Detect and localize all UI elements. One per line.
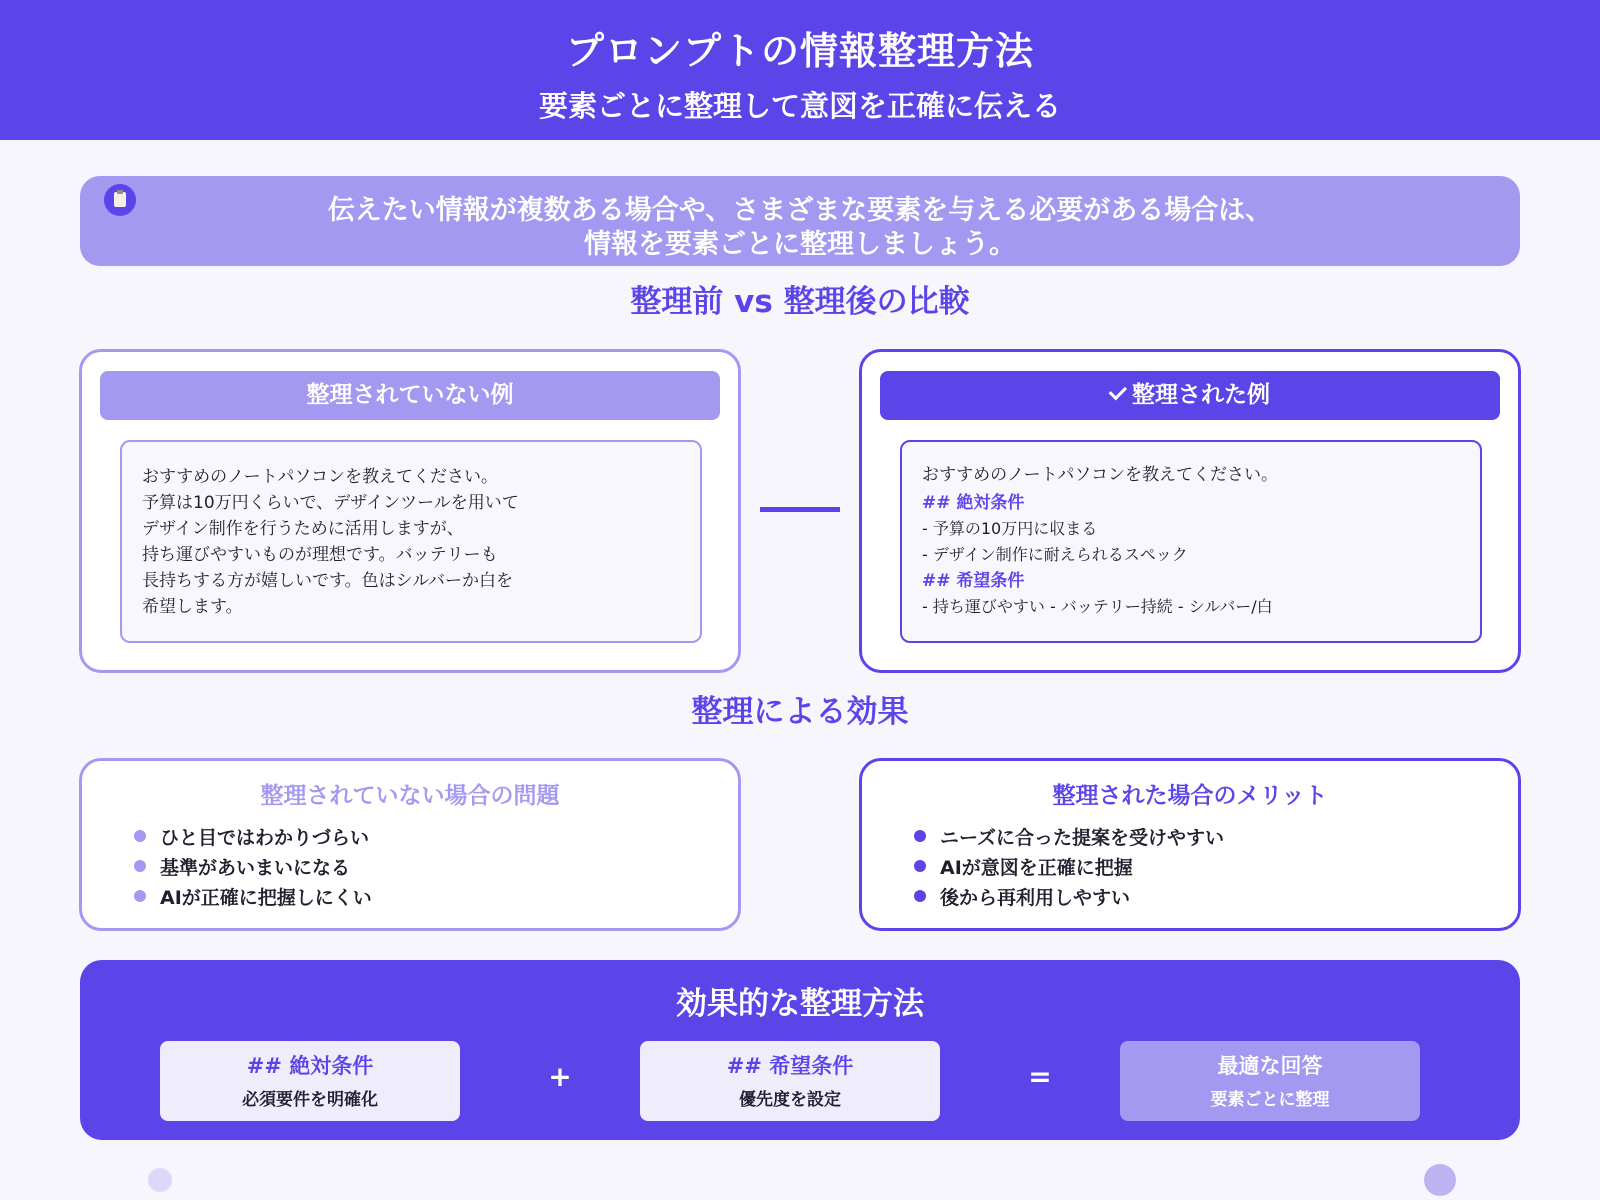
problem-item-text: 基準があいまいになる <box>160 857 351 879</box>
required-heading: ## 絶対条件 <box>922 493 1025 513</box>
organized-example-text <box>900 440 1482 643</box>
method-card-sub: 優先度を設定 <box>739 1090 841 1110</box>
problems-title: 整理されていない場合の問題 <box>260 783 560 809</box>
plus-operator: + <box>548 1060 572 1093</box>
page-subtitle: 要素ごとに整理して意図を正確に伝える <box>538 89 1061 123</box>
merit-item-text: AIが意図を正確に把握 <box>940 857 1133 879</box>
header-banner <box>0 0 1600 140</box>
effects-heading: 整理による効果 <box>691 694 909 730</box>
decorative-circle <box>148 1168 172 1192</box>
method-panel <box>80 960 1520 1140</box>
list-item <box>914 853 1224 883</box>
example-line: おすすめのノートパソコンを教えてください。 <box>142 467 498 487</box>
comparison-connector <box>760 507 840 512</box>
check-icon <box>1109 382 1127 400</box>
bullet-dot-icon <box>914 830 926 842</box>
comparison-heading: 整理前 vs 整理後の比較 <box>630 284 970 320</box>
intro-line-2: 情報を要素ごとに整理しましょう。 <box>584 229 1016 260</box>
equals-operator: = <box>1028 1060 1052 1093</box>
problem-item-text: AIが正確に把握しにくい <box>160 887 372 909</box>
merits-box <box>859 758 1521 931</box>
preferred-line: - 持ち運びやすい - バッテリー持続 - シルバー/白 <box>922 597 1273 616</box>
organized-example-label: 整理された例 <box>1132 382 1270 408</box>
bullet-dot-icon <box>134 830 146 842</box>
merits-list <box>914 823 1224 913</box>
example-line: デザイン制作を行うために活用しますが、 <box>142 519 464 539</box>
list-item <box>134 883 372 913</box>
unorganized-example-box <box>79 349 741 673</box>
example-line: 予算は10万円くらいで、デザインツールを用いて <box>142 493 519 513</box>
unorganized-example-text <box>120 440 702 643</box>
intro-banner <box>80 176 1520 266</box>
list-item <box>134 823 372 853</box>
preferred-heading: ## 希望条件 <box>922 571 1025 591</box>
page-title: プロンプトの情報整理方法 <box>565 29 1034 73</box>
merit-item-text: ニーズに合った提案を受けやすい <box>940 827 1225 849</box>
problems-list <box>134 823 372 913</box>
method-card-heading: ## 絶対条件 <box>246 1054 374 1078</box>
list-item <box>914 823 1224 853</box>
organized-example-box <box>859 349 1521 673</box>
example-line: 希望します。 <box>142 597 243 617</box>
problem-item-text: ひと目ではわかりづらい <box>160 827 370 849</box>
bullet-dot-icon <box>134 860 146 872</box>
bullet-dot-icon <box>914 890 926 902</box>
list-item <box>914 883 1224 913</box>
unorganized-example-label: 整理されていない例 <box>100 371 720 420</box>
list-item <box>134 853 372 883</box>
method-card-required <box>160 1041 460 1121</box>
method-card-sub: 必須要件を明確化 <box>242 1090 378 1110</box>
required-item: - デザイン制作に耐えられるスペック <box>922 545 1188 564</box>
method-title: 効果的な整理方法 <box>676 986 924 1022</box>
method-card-sub: 要素ごとに整理 <box>1210 1090 1330 1110</box>
bullet-dot-icon <box>914 860 926 872</box>
method-card-result <box>1120 1041 1420 1121</box>
method-card-preferred <box>640 1041 940 1121</box>
organized-intro-line: おすすめのノートパソコンを教えてください。 <box>922 465 1278 485</box>
method-card-heading: ## 希望条件 <box>726 1054 854 1078</box>
decorative-circle <box>1424 1164 1456 1196</box>
merits-title: 整理された場合のメリット <box>1052 783 1328 809</box>
organized-example-header <box>880 371 1500 420</box>
bullet-dot-icon <box>134 890 146 902</box>
method-card-heading: 最適な回答 <box>1217 1054 1323 1078</box>
problems-box <box>79 758 741 931</box>
required-item: - 予算の10万円に収まる <box>922 519 1098 538</box>
example-line: 長持ちする方が嬉しいです。色はシルバーか白を <box>142 571 514 591</box>
intro-line-1: 伝えたい情報が複数ある場合や、さまざまな要素を与える必要がある場合は、 <box>327 195 1273 226</box>
example-line: 持ち運びやすいものが理想です。バッテリーも <box>142 545 498 565</box>
merit-item-text: 後から再利用しやすい <box>940 887 1131 909</box>
